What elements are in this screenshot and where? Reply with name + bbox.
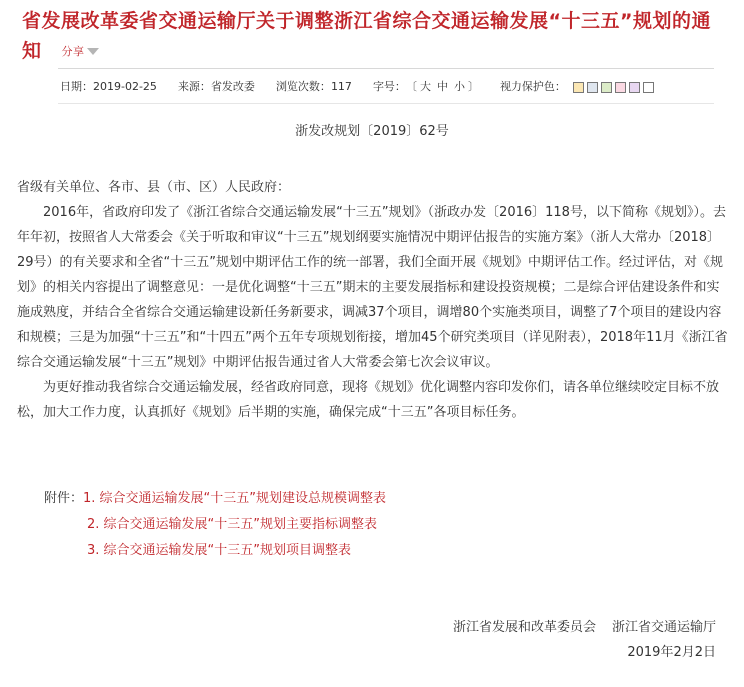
- swatch-yellow[interactable]: [573, 82, 584, 93]
- meta-bar: [60, 78, 720, 96]
- eye-protection-label: 视力保护色：: [499, 80, 566, 93]
- font-size-small[interactable]: 小: [453, 80, 465, 93]
- salutation: 省级有关单位、各市、县（市、区）人民政府：: [17, 180, 291, 195]
- attachments: [44, 486, 724, 564]
- divider-meta: [58, 103, 714, 104]
- date-value: 2019-02-25: [93, 80, 157, 93]
- attachment-link-2[interactable]: 2. 综合交通运输发展“十三五”规划主要指标调整表: [87, 517, 378, 532]
- views-value: 117: [330, 80, 352, 93]
- source-label: 来源：: [177, 80, 211, 93]
- chevron-down-icon: [87, 48, 99, 55]
- swatch-green[interactable]: [601, 82, 612, 93]
- article-title-text: 省发展改革委省交通运输厅关于调整浙江省综合交通运输发展“十三五”规划的通知: [22, 10, 711, 62]
- color-swatches: [573, 78, 657, 96]
- article-title: [22, 6, 722, 67]
- source-value: 省发改委: [210, 80, 255, 93]
- share-button[interactable]: [62, 45, 99, 58]
- paragraph-1: 2016年，省政府印发了《浙江省综合交通运输发展“十三五”规划》（浙政办发〔2016〕118号，以下简称《规划》）。去年年初，按照省人大常委会《关于听取和审议“十三五”规划纲要实施情况中期评估报告的实施方案》（浙人大常办〔2018〕29号）的有关要求和全省“十三五”规划中期评估工作的统一部署，我们全面开展《规划》中期评估工作。经过评估，对《规划》的相关内容提出了调整意见：一是优化调整“十三五”期末的主要发展指标和建设投资规模；二是综合评估建设条件和实施成熟度，并结合全省综合交通运输建设新任务新要求，调减37个项目，调增80个实施类项目，调整了7个项目的建设内容和规模；三是为加强“十三五”和“十四五”两个五年专项规划衔接，增加45个研究类项目（详见附表），2018年11月《浙江省综合交通运输发展“十三五”规划》中期评估报告通过省人大常委会第七次会议审议。: [17, 205, 728, 370]
- paragraph-2: 为更好推动我省综合交通运输发展，经省政府同意，现将《规划》优化调整内容印发你们，请各单位继续咬定目标不放松，加大工作力度，认真抓好《规划》后半期的实施，确保完成“十三五”各项目标任务。: [17, 380, 720, 420]
- attachment-link-1[interactable]: 1. 综合交通运输发展“十三五”规划建设总规模调整表: [83, 491, 387, 506]
- swatch-pink[interactable]: [615, 82, 626, 93]
- signature-orgs: [453, 618, 716, 638]
- bracket-close: 〕: [467, 80, 479, 93]
- views-label: 浏览次数：: [275, 80, 331, 93]
- swatch-blue[interactable]: [587, 82, 598, 93]
- document-number: 浙发改规划〔2019〕62号: [295, 124, 449, 139]
- attachments-label: 附件：: [44, 491, 84, 506]
- font-size-large[interactable]: 大: [419, 80, 431, 93]
- signature-org-1: 浙江省发展和改革委员会: [452, 620, 596, 635]
- divider-top: [58, 68, 714, 69]
- signature-org-2: 浙江省交通运输厅: [611, 620, 716, 635]
- font-size-medium[interactable]: 中: [436, 80, 448, 93]
- date-label: 日期：: [60, 80, 93, 93]
- fontsize-label: 字号：: [372, 80, 406, 93]
- swatch-white[interactable]: [643, 82, 654, 93]
- swatch-purple[interactable]: [629, 82, 640, 93]
- bracket-open: 〔: [405, 80, 417, 93]
- signature-date: 2019年2月2日: [627, 645, 716, 660]
- attachment-link-3[interactable]: 3. 综合交通运输发展“十三五”规划项目调整表: [87, 543, 352, 558]
- article-body: [17, 175, 729, 425]
- share-label: 分享: [61, 44, 85, 58]
